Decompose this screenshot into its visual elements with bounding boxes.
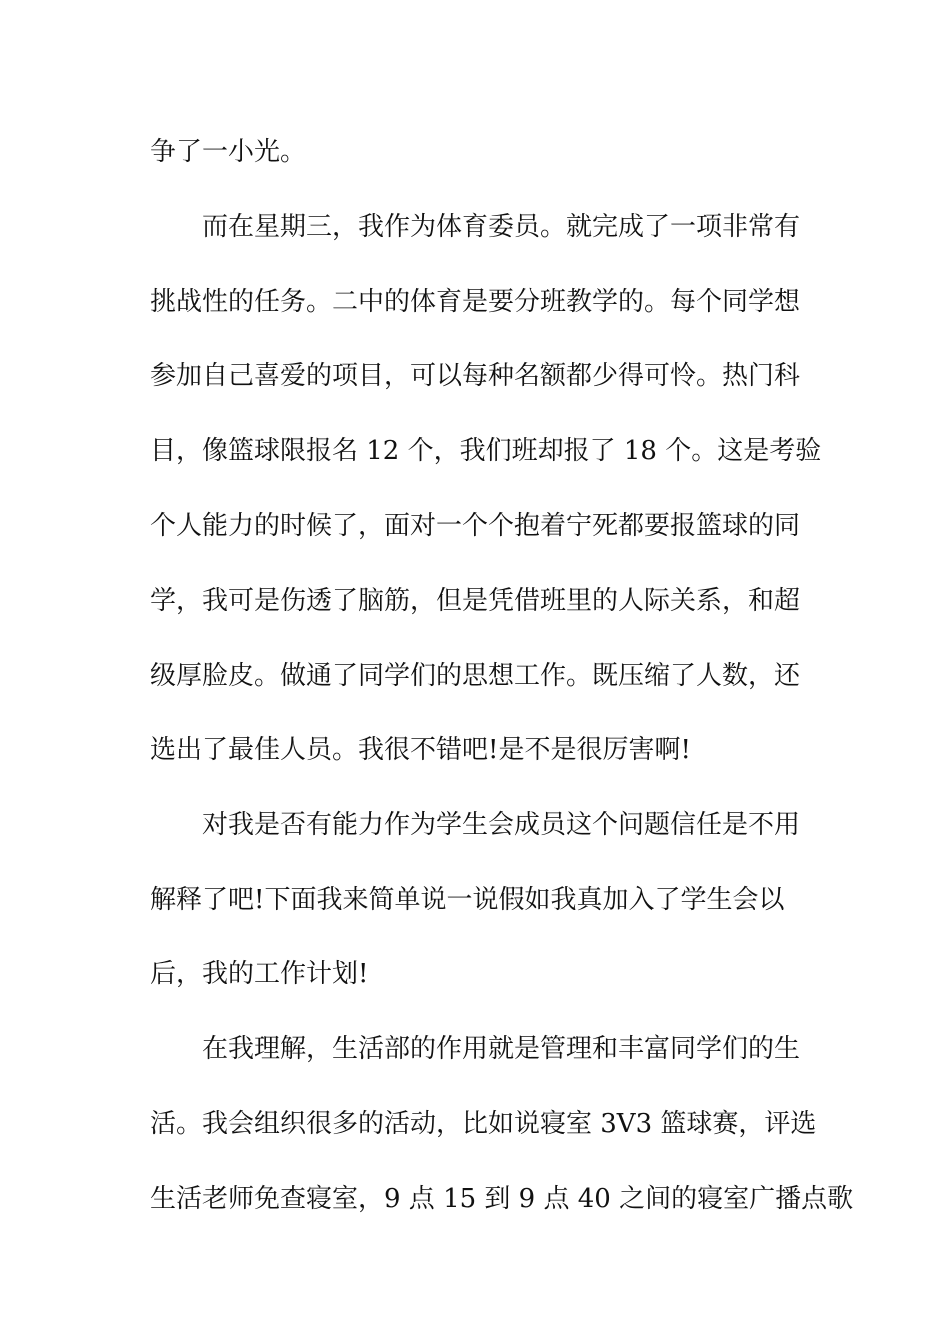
paragraph-start: 对我是否有能力作为学生会成员这个问题信任是不用 xyxy=(202,810,801,840)
paragraph-start: 在我理解，生活部的作用就是管理和丰富同学们的生 xyxy=(202,1034,801,1064)
text-line: 解释了吧!下面我来简单说一说假如我真加入了学生会以 xyxy=(150,885,785,915)
text-line: 生活老师免查寝室，9 点 15 到 9 点 40 之间的寝室广播点歌 xyxy=(150,1184,854,1214)
text-line: 争了一小光。 xyxy=(150,137,307,167)
text-line: 个人能力的时候了，面对一个个抱着宁死都要报篮球的同 xyxy=(150,511,801,541)
text-line: 目，像篮球限报名 12 个，我们班却报了 18 个。这是考验 xyxy=(150,436,822,466)
text-line: 活。我会组织很多的活动，比如说寝室 3V3 篮球赛，评选 xyxy=(150,1109,817,1139)
text-line: 级厚脸皮。做通了同学们的思想工作。既压缩了人数，还 xyxy=(150,661,801,691)
text-line: 后，我的工作计划! xyxy=(150,959,369,989)
text-line: 选出了最佳人员。我很不错吧!是不是很厉害啊! xyxy=(150,735,691,765)
text-line: 参加自己喜爱的项目，可以每种名额都少得可怜。热门科 xyxy=(150,361,801,391)
paragraph-start: 而在星期三，我作为体育委员。就完成了一项非常有 xyxy=(202,212,801,242)
text-line: 学，我可是伤透了脑筋，但是凭借班里的人际关系，和超 xyxy=(150,586,801,616)
text-line: 挑战性的任务。二中的体育是要分班教学的。每个同学想 xyxy=(150,287,801,317)
